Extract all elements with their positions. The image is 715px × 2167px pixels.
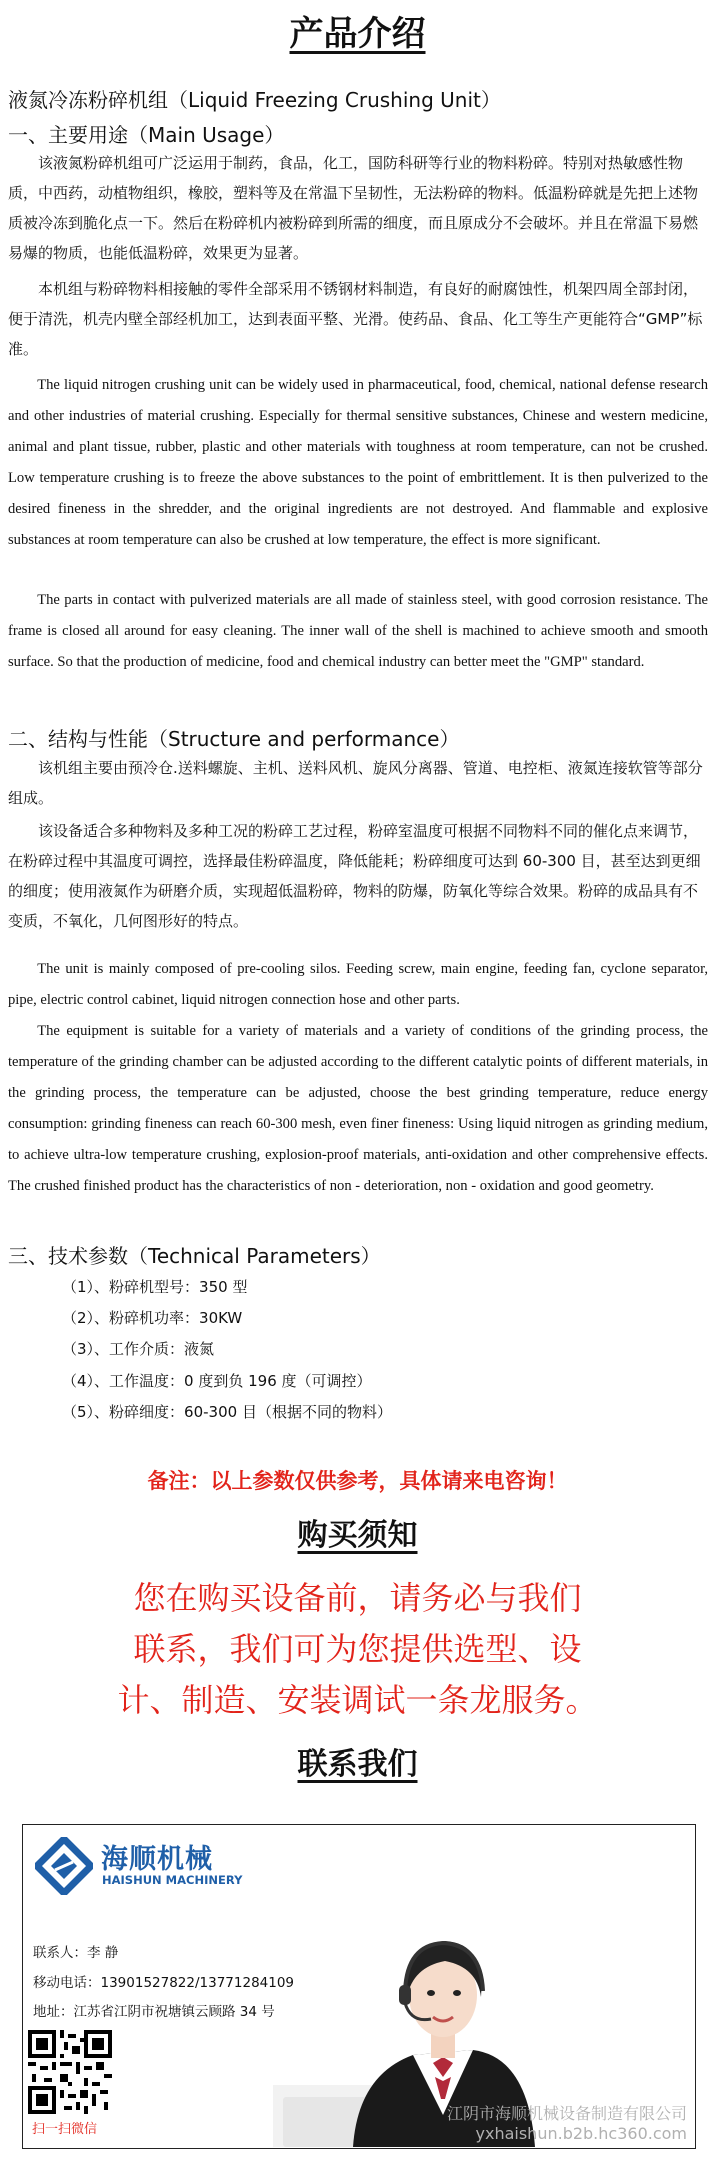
section1-en-paragraph-2: The parts in contact with pulverized materials are all made of stainless steel, with good corrosion resistance. The frame is closed all around for easy cleaning. The inner wall of the shell is machined to achieve smooth and smooth surface. So that the production of medicine, food and chemical industry can better meet the "GMP" standard.	[8, 592, 708, 670]
section2-cn-paragraph-1: 该机组主要由预冷仓.送料螺旋、主机、送料风机、旋风分离器、管道、电控柜、液氮连接软管等部分组成。	[8, 759, 703, 807]
contact-card	[22, 1824, 696, 2149]
section3-heading: 三、技术参数（Technical Parameters）	[8, 1244, 381, 1268]
section2-heading: 二、结构与性能（Structure and performance）	[8, 727, 460, 751]
param-item: （1）、粉碎机型号：350 型	[62, 1278, 248, 1296]
scan-wechat-label: 扫一扫微信	[32, 2122, 98, 2137]
purchase-title: 购买须知	[297, 1518, 418, 1553]
footer-company: 江阴市海顺机械设备制造有限公司	[446, 2104, 687, 2123]
section1-cn-paragraph-1: 该液氮粉碎机组可广泛运用于制药，食品，化工，国防科研等行业的物料粉碎。特别对热敏感性物质，中西药，动植物组织，橡胶，塑料等及在常温下呈韧性，无法粉碎的物料。低温粉碎就是先把上述物质被冷冻到脆化点一下。然后在粉碎机内被粉碎到所需的细度，而且原成分不会破坏。并且在常温下易燃易爆的物质，也能低温粉碎，效果更为显著。	[8, 154, 699, 262]
product-heading: 液氮冷冻粉碎机组（Liquid Freezing Crushing Unit）	[8, 88, 501, 112]
purchase-line: 计、制造、安装调试一条龙服务。	[117, 1681, 598, 1719]
contact-address: 地址：江苏省江阴市祝塘镇云顾路 34 号	[33, 2004, 275, 2020]
section1-cn-paragraph-2: 本机组与粉碎物料相接触的零件全部采用不锈钢材料制造，有良好的耐腐蚀性，机架四周全部封闭，便于清洗，机壳内壁全部经机加工，达到表面平整、光滑。使药品、食品、化工等生产更能符合“GMP”标准。	[8, 280, 703, 358]
purchase-line: 您在购买设备前，请务必与我们	[133, 1579, 582, 1617]
param-item: （3）、工作介质：液氮	[62, 1340, 215, 1358]
section2-en-paragraph-1: The unit is mainly composed of pre-cooling silos. Feeding screw, main engine, feeding fan, cyclone separator, pipe, electric control cabinet, liquid nitrogen connection hose and other parts.	[8, 961, 708, 1008]
section1-en-paragraph-1: The liquid nitrogen crushing unit can be widely used in pharmaceutical, food, chemical, national defense research and other industries of material crushing. Especially for thermal sensitive substances, Chinese and western medicine, animal and plant tissue, rubber, plastic and other materials with toughness at room temperature, can not be crushed. Low temperature crushing is to freeze the above substances to the point of embrittlement. It is then pulverized to the desired fineness in the shredder, and the original ingredients are not destroyed. And flammable and explosive substances at room temperature can also be crushed at low temperature, the effect is more significant.	[8, 377, 708, 548]
section1-heading: 一、主要用途（Main Usage）	[8, 123, 285, 147]
contact-person: 联系人：李 静	[33, 1945, 119, 1961]
brand-name-cn: 海顺机械	[101, 1844, 213, 1875]
section2-en-paragraph-2: The equipment is suitable for a variety of materials and a variety of conditions of the grinding process, the temperature of the grinding chamber can be adjusted according to the different catalytic points of different materials, in the grinding process, the temperature can be adjusted, choose the best grinding temperature, reduce energy consumption: grinding fineness can reach 60-300 mesh, even finer fineness: Using liquid nitrogen as grinding medium, to achieve ultra-low temperature crushing, explosion-proof materials, anti-oxidation and other comprehensive effects. The crushed finished product has the characteristics of non - deterioration, non - oxidation and good geometry.	[8, 1023, 708, 1194]
remark-note: 备注：以上参数仅供参考，具体请来电咨询！	[147, 1468, 568, 1493]
param-item: （2）、粉碎机功率：30KW	[62, 1309, 243, 1327]
purchase-line: 联系，我们可为您提供选型、设	[133, 1630, 582, 1668]
param-item: （5）、粉碎细度：60-300 目（根据不同的物料）	[62, 1403, 392, 1421]
wechat-qr-code[interactable]	[28, 2030, 112, 2114]
section2-cn-paragraph-2: 该设备适合多种物料及多种工况的粉碎工艺过程，粉碎室温度可根据不同物料不同的催化点来调节，在粉碎过程中其温度可调控，选择最佳粉碎温度，降低能耗；粉碎细度可达到 60-300 目，甚至达到更细的细度；使用液氮作为研磨介质，实现超低温粉碎，物料的防爆，防氧化等综合效果。粉碎的成品具有不变质，不氧化，几何图形好的特点。	[8, 822, 701, 930]
param-item: （4）、工作温度：0 度到负 196 度（可调控）	[62, 1372, 372, 1390]
page-title: 产品介绍	[289, 14, 426, 54]
contact-mobile: 移动电话：13901527822/13771284109	[33, 1975, 295, 1991]
brand-name-en: HAISHUN MACHINERY	[102, 1873, 243, 1887]
contact-title: 联系我们	[297, 1747, 418, 1782]
footer-url[interactable]: yxhaishun.b2b.hc360.com	[475, 2124, 687, 2143]
haishun-logo-icon	[35, 1837, 93, 1895]
